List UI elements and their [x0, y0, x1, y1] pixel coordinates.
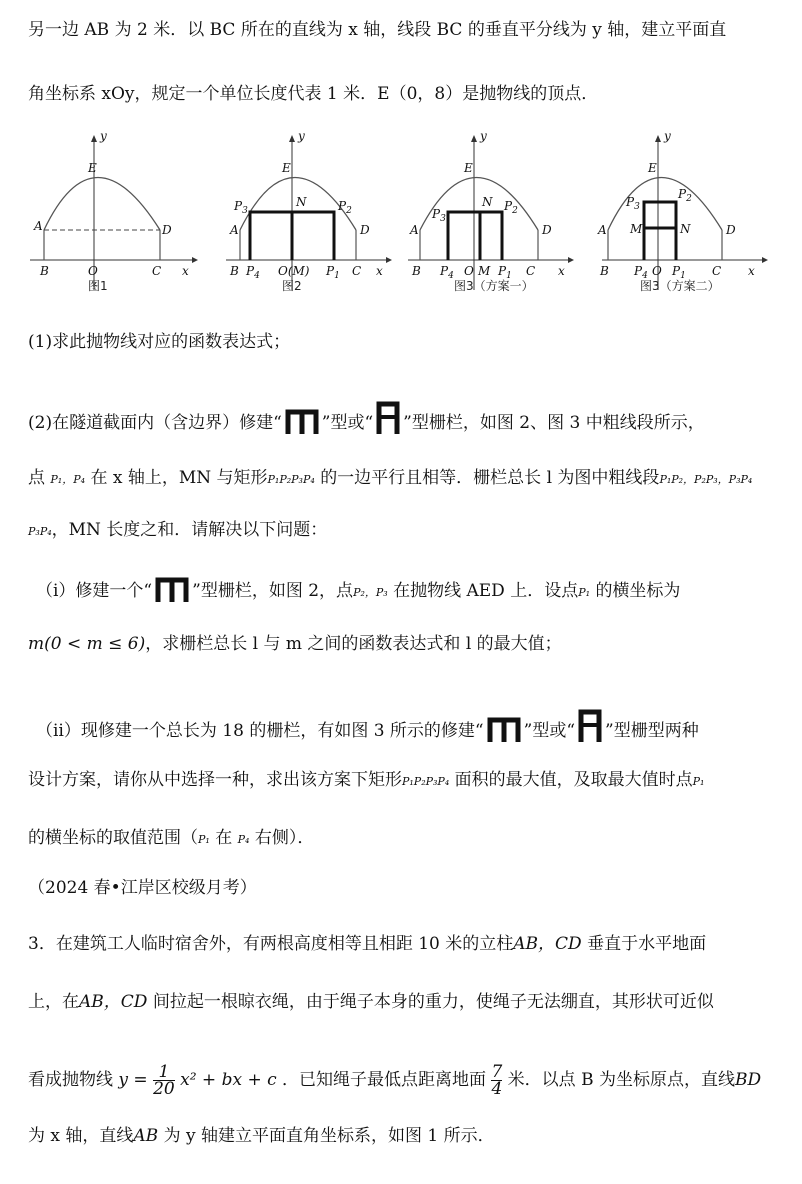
- problem-3-line-3: 看成抛物线 y = $\frac{1}{20}$ x² + bx + c ．已知绳子最低点距离地面 $\frac{7}{4}$ 米．以点 B 为坐标原点，直线BD: [28, 1062, 762, 1099]
- fig2-p3-label: $P_3$: [234, 199, 248, 216]
- fig3b-p2-label: $P_2$: [678, 187, 692, 204]
- fig2-n-label: N: [296, 195, 307, 209]
- three-post-fence-icon: [284, 408, 320, 434]
- problem-3-line-4: 为 x 轴，直线AB 为 y 轴建立平面直角坐标系，如图 1 所示．: [28, 1126, 495, 1146]
- fig2-p1-label: $P_1$: [326, 264, 340, 281]
- fig3b-p1-label: $P_1$: [672, 264, 686, 281]
- fig3a-b-label: B: [412, 264, 421, 278]
- figure-row: [24, 130, 784, 310]
- fig3b-n-label: N: [680, 222, 691, 236]
- fig3b-x-label: x: [748, 264, 755, 278]
- fig1-y-label: y: [100, 129, 107, 143]
- fig3a-p2-label: $P_2$: [504, 199, 518, 216]
- fig1-d-label: D: [162, 223, 172, 237]
- question-2-line-3: P₃P₄，MN 长度之和．请解决以下问题：: [28, 520, 328, 540]
- figure-3-plan-2: [596, 130, 771, 305]
- fig3a-e-label: E: [464, 161, 473, 175]
- fig3a-d-label: D: [542, 223, 552, 237]
- sub-question-ii-line-1: （ⅱ）现修建一个总长为 18 的栅栏，有如图 3 所示的修建“ ”型或“ ”型栅型两种: [36, 708, 792, 743]
- three-post-fence-icon: [154, 576, 190, 602]
- fig2-y-label: y: [298, 129, 305, 143]
- sub-question-i-line-2: m(0 < m ≤ 6)，求栅栏总长 l 与 m 之间的函数表达式和 l 的最大值；: [28, 634, 562, 654]
- fig1-caption: 图1: [88, 279, 108, 293]
- fig3b-p4-label: $P_4$: [634, 264, 648, 281]
- fig3a-caption: 图3（方案一）: [454, 279, 534, 293]
- fig3a-y-label: y: [480, 129, 487, 143]
- fig2-d-label: D: [360, 223, 370, 237]
- three-post-fence-icon: [486, 716, 522, 742]
- sub-question-ii-line-3: 的横坐标的取值范围（P₁ 在 P₄ 右侧）．: [28, 828, 315, 848]
- problem-3-line-2: 上，在AB，CD 间拉起一根晾衣绳，由于绳子本身的重力，使绳子无法绷直，其形状可近似: [28, 992, 714, 1012]
- sub-question-i-line-1: （ⅰ）修建一个“ ”型栅栏，如图 2，点P₂，P₃ 在抛物线 AED 上．设点P₁ 的横坐标为: [36, 576, 792, 605]
- fig3a-p1-label: $P_1$: [498, 264, 512, 281]
- fig3a-c-label: C: [526, 264, 536, 278]
- fig2-x-label: x: [376, 264, 383, 278]
- fig2-om-label: O(M): [278, 264, 310, 278]
- question-2-line-2: 点 P₁，P₄ 在 x 轴上，MN 与矩形P₁P₂P₃P₄ 的一边平行且相等．栅栏总长 l 为图中粗线段P₁P₂，P₂P₃，P₃P₄: [28, 468, 753, 488]
- problem-3-line-1: 3．在建筑工人临时宿舍外，有两根高度相等且相距 10 米的立柱AB，CD 垂直于水平地面: [28, 934, 707, 954]
- fig3a-p4-label: $P_4$: [440, 264, 454, 281]
- text-line-1: 另一边 AB 为 2 米．以 BC 所在的直线为 x 轴，线段 BC 的垂直平分线为 y 轴，建立平面直: [28, 20, 727, 40]
- fig3b-b-label: B: [600, 264, 609, 278]
- fig1-c-label: C: [152, 264, 162, 278]
- formula-y: y =: [118, 1070, 148, 1090]
- sub-question-ii-line-2: 设计方案，请你从中选择一种，求出该方案下矩形P₁P₂P₃P₄ 面积的最大值，及取最大值时点P₁: [28, 770, 705, 790]
- fig3a-m-label: M: [478, 264, 491, 278]
- fig2-c-label: C: [352, 264, 362, 278]
- fig3b-p3-label: $P_3$: [626, 195, 640, 212]
- fig2-p2-label: $P_2$: [338, 199, 352, 216]
- fig3a-x-label: x: [558, 264, 565, 278]
- fig2-caption: 图2: [282, 279, 302, 293]
- figure-3-plan-1: [402, 130, 577, 305]
- fig2-b-label: B: [230, 264, 239, 278]
- fig1-b-label: B: [40, 264, 49, 278]
- fig3b-e-label: E: [648, 161, 657, 175]
- fig3b-c-label: C: [712, 264, 722, 278]
- fig3a-n-label: N: [482, 195, 493, 209]
- fig3a-p3-label: $P_3$: [432, 207, 446, 224]
- fig1-e-label: E: [88, 161, 97, 175]
- formula-fraction: $\frac{1}{20}$: [153, 1062, 175, 1099]
- fig3a-o-label: O: [464, 264, 474, 278]
- two-post-fence-icon: [375, 400, 401, 434]
- fig1-x-label: x: [182, 264, 189, 278]
- question-1: (1)求此抛物线对应的函数表达式；: [28, 332, 291, 352]
- source-note: （2024 春•江岸区校级月考）: [28, 878, 257, 898]
- fig3b-caption: 图3（方案二）: [640, 279, 720, 293]
- fig1-o-label: O: [88, 264, 98, 278]
- fig2-e-label: E: [282, 161, 291, 175]
- figure-2: [220, 130, 395, 305]
- fig3a-a-label: A: [410, 223, 419, 237]
- fig3b-o-label: O: [652, 264, 662, 278]
- fig2-p4-label: $P_4$: [246, 264, 260, 281]
- fig3b-a-label: A: [598, 223, 607, 237]
- text-line-2: 角坐标系 xOy，规定一个单位长度代表 1 米．E（0，8）是抛物线的顶点．: [28, 84, 599, 104]
- fig3b-d-label: D: [726, 223, 736, 237]
- height-fraction: $\frac{7}{4}$: [491, 1062, 503, 1099]
- figure-1: [24, 130, 199, 305]
- fig1-a-label: A: [34, 219, 43, 233]
- fig3b-m-label: M: [630, 222, 643, 236]
- two-post-fence-icon: [577, 708, 603, 742]
- question-2-line-1: (2)在隧道截面内（含边界）修建“ ”型或“ ”型栅栏，如图 2、图 3 中粗线段所示，: [28, 400, 792, 435]
- formula-rest: x² + bx + c: [180, 1070, 277, 1090]
- fig3b-y-label: y: [664, 129, 671, 143]
- fig2-a-label: A: [230, 223, 239, 237]
